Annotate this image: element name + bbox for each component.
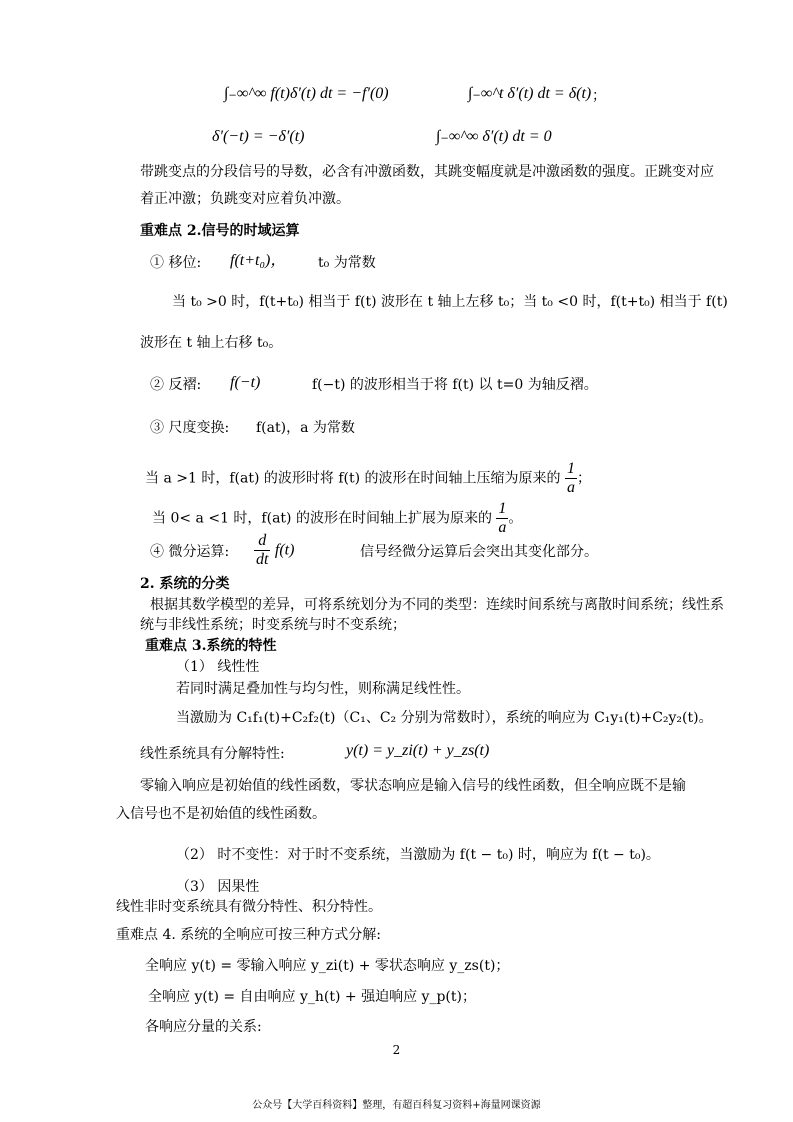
reflect-label: ② 反褶: — [150, 377, 202, 393]
fraction-numerator: 1 — [566, 460, 575, 477]
fraction-denominator-2: a — [498, 519, 507, 536]
footer-note: 公众号【大学百科资料】整理，有超百科复习资料+海量网课资源 — [252, 1100, 541, 1111]
jump-paragraph-line2: 着正冲激；负跳变对应着负冲激。 — [140, 191, 350, 207]
shift-desc-line2: 波形在 t 轴上右移 t₀。 — [140, 335, 283, 351]
formula-integral-f-delta-prime: ∫₋∞^∞ f(t)δ′(t) dt = −f′(0) — [224, 85, 389, 102]
scale-expand-line — [152, 500, 522, 537]
response-decomp-1: 全响应 y(t) = 零输入响应 y_zi(t) + 零状态响应 y_zs(t)； — [145, 958, 510, 974]
time-invariance: （2） 时不变性：对于时不变系统，当激励为 f(t − t₀) 时，响应为 f(t − t₀)。 — [176, 847, 660, 863]
fraction-one-over-a-2 — [496, 500, 508, 537]
scale-formula: f(at)，a 为常数 — [256, 420, 355, 436]
causality-label: （3） 因果性 — [176, 879, 260, 895]
zero-response-line2: 入信号也不是初始值的线性函数。 — [116, 806, 326, 822]
section-2-para-line2: 统与非线性系统；时变系统与时不变系统； — [140, 617, 406, 633]
keypoint-4-heading: 重难点 4. 系统的全响应可按三种方式分解: — [116, 927, 381, 943]
formula-delta-prime-odd: δ′(−t) = −δ′(t) — [212, 128, 305, 145]
scale-expand-end: 。 — [508, 510, 523, 527]
keypoint-3-heading: 重难点 3.系统的特性 — [145, 638, 277, 654]
response-relation-label: 各响应分量的关系: — [145, 1019, 262, 1035]
scale-compress-end: ； — [576, 470, 591, 487]
decomposition-label: 线性系统具有分解特性: — [140, 746, 285, 762]
scale-compress-text: 当 a >1 时，f(at) 的波形时将 f(t) 的波形在时间轴上压缩为原来的 — [145, 470, 561, 487]
fraction-d-dt — [254, 532, 270, 569]
jump-paragraph-line1: 带跳变点的分段信号的导数，必含有冲激函数，其跳变幅度就是冲激函数的强度。正跳变对应 — [140, 164, 714, 180]
scale-label: ③ 尺度变换: — [150, 420, 230, 436]
diff-label: ④ 微分运算: — [150, 544, 230, 560]
section-2-para-line1: 根据其数学模型的差异，可将系统划分为不同的类型：连续时间系统与离散时间系统；线性系 — [150, 597, 724, 613]
fraction-numerator-2: 1 — [498, 500, 507, 517]
scale-compress-line — [145, 460, 591, 497]
diff-numerator: d — [254, 532, 270, 551]
diff-function: f(t) — [274, 541, 295, 559]
reflect-desc: f(−t) 的波形相当于将 f(t) 以 t=0 为轴反褶。 — [312, 377, 598, 393]
formula-separator: ； — [592, 88, 606, 104]
shift-formula: f(t+t₀)， — [230, 252, 287, 269]
keypoint-2-heading: 重难点 2.信号的时域运算 — [140, 223, 300, 239]
diff-operator — [254, 532, 294, 569]
linearity-desc: 若同时满足叠加性与均匀性，则称满足线性性。 — [176, 681, 470, 697]
response-decomp-2: 全响应 y(t) = 自由响应 y_h(t) + 强迫响应 y_p(t)； — [148, 989, 476, 1005]
linearity-label: （1） 线性性 — [176, 659, 260, 675]
shift-desc-line1: 当 t₀ >0 时，f(t+t₀) 相当于 f(t) 波形在 t 轴上左移 t₀；当 t₀ <0 时，f(t+t₀) 相当于 f(t) — [172, 294, 728, 310]
shift-note: t₀ 为常数 — [318, 255, 376, 271]
decomposition-formula: y(t) = y_zi(t) + y_zs(t) — [346, 742, 490, 759]
zero-response-line1: 零输入响应是初始值的线性函数，零状态响应是输入信号的线性函数，但全响应既不是输 — [140, 778, 686, 794]
section-2-heading: 2. 系统的分类 — [140, 576, 230, 592]
ltv-properties: 线性非时变系统具有微分特性、积分特性。 — [116, 899, 382, 915]
fraction-denominator: a — [566, 479, 575, 496]
diff-denominator: dt — [256, 551, 269, 568]
scale-expand-text: 当 0< a <1 时，f(at) 的波形在时间轴上扩展为原来的 — [152, 510, 492, 527]
page-number: 2 — [392, 1043, 401, 1057]
reflect-formula: f(−t) — [230, 374, 261, 391]
diff-desc: 信号经微分运算后会突出其变化部分。 — [360, 544, 598, 560]
linearity-excitation: 当激励为 C₁f₁(t)+C₂f₂(t)（C₁、C₂ 分别为常数时），系统的响应为 C₁y₁(t)+C₂y₂(t)。 — [176, 710, 713, 726]
shift-label: ① 移位: — [150, 255, 202, 271]
fraction-one-over-a — [565, 460, 577, 497]
formula-integral-delta-prime-zero: ∫₋∞^∞ δ′(t) dt = 0 — [436, 128, 552, 145]
formula-integral-delta-prime-to-t: ∫₋∞^t δ′(t) dt = δ(t) — [468, 85, 592, 102]
